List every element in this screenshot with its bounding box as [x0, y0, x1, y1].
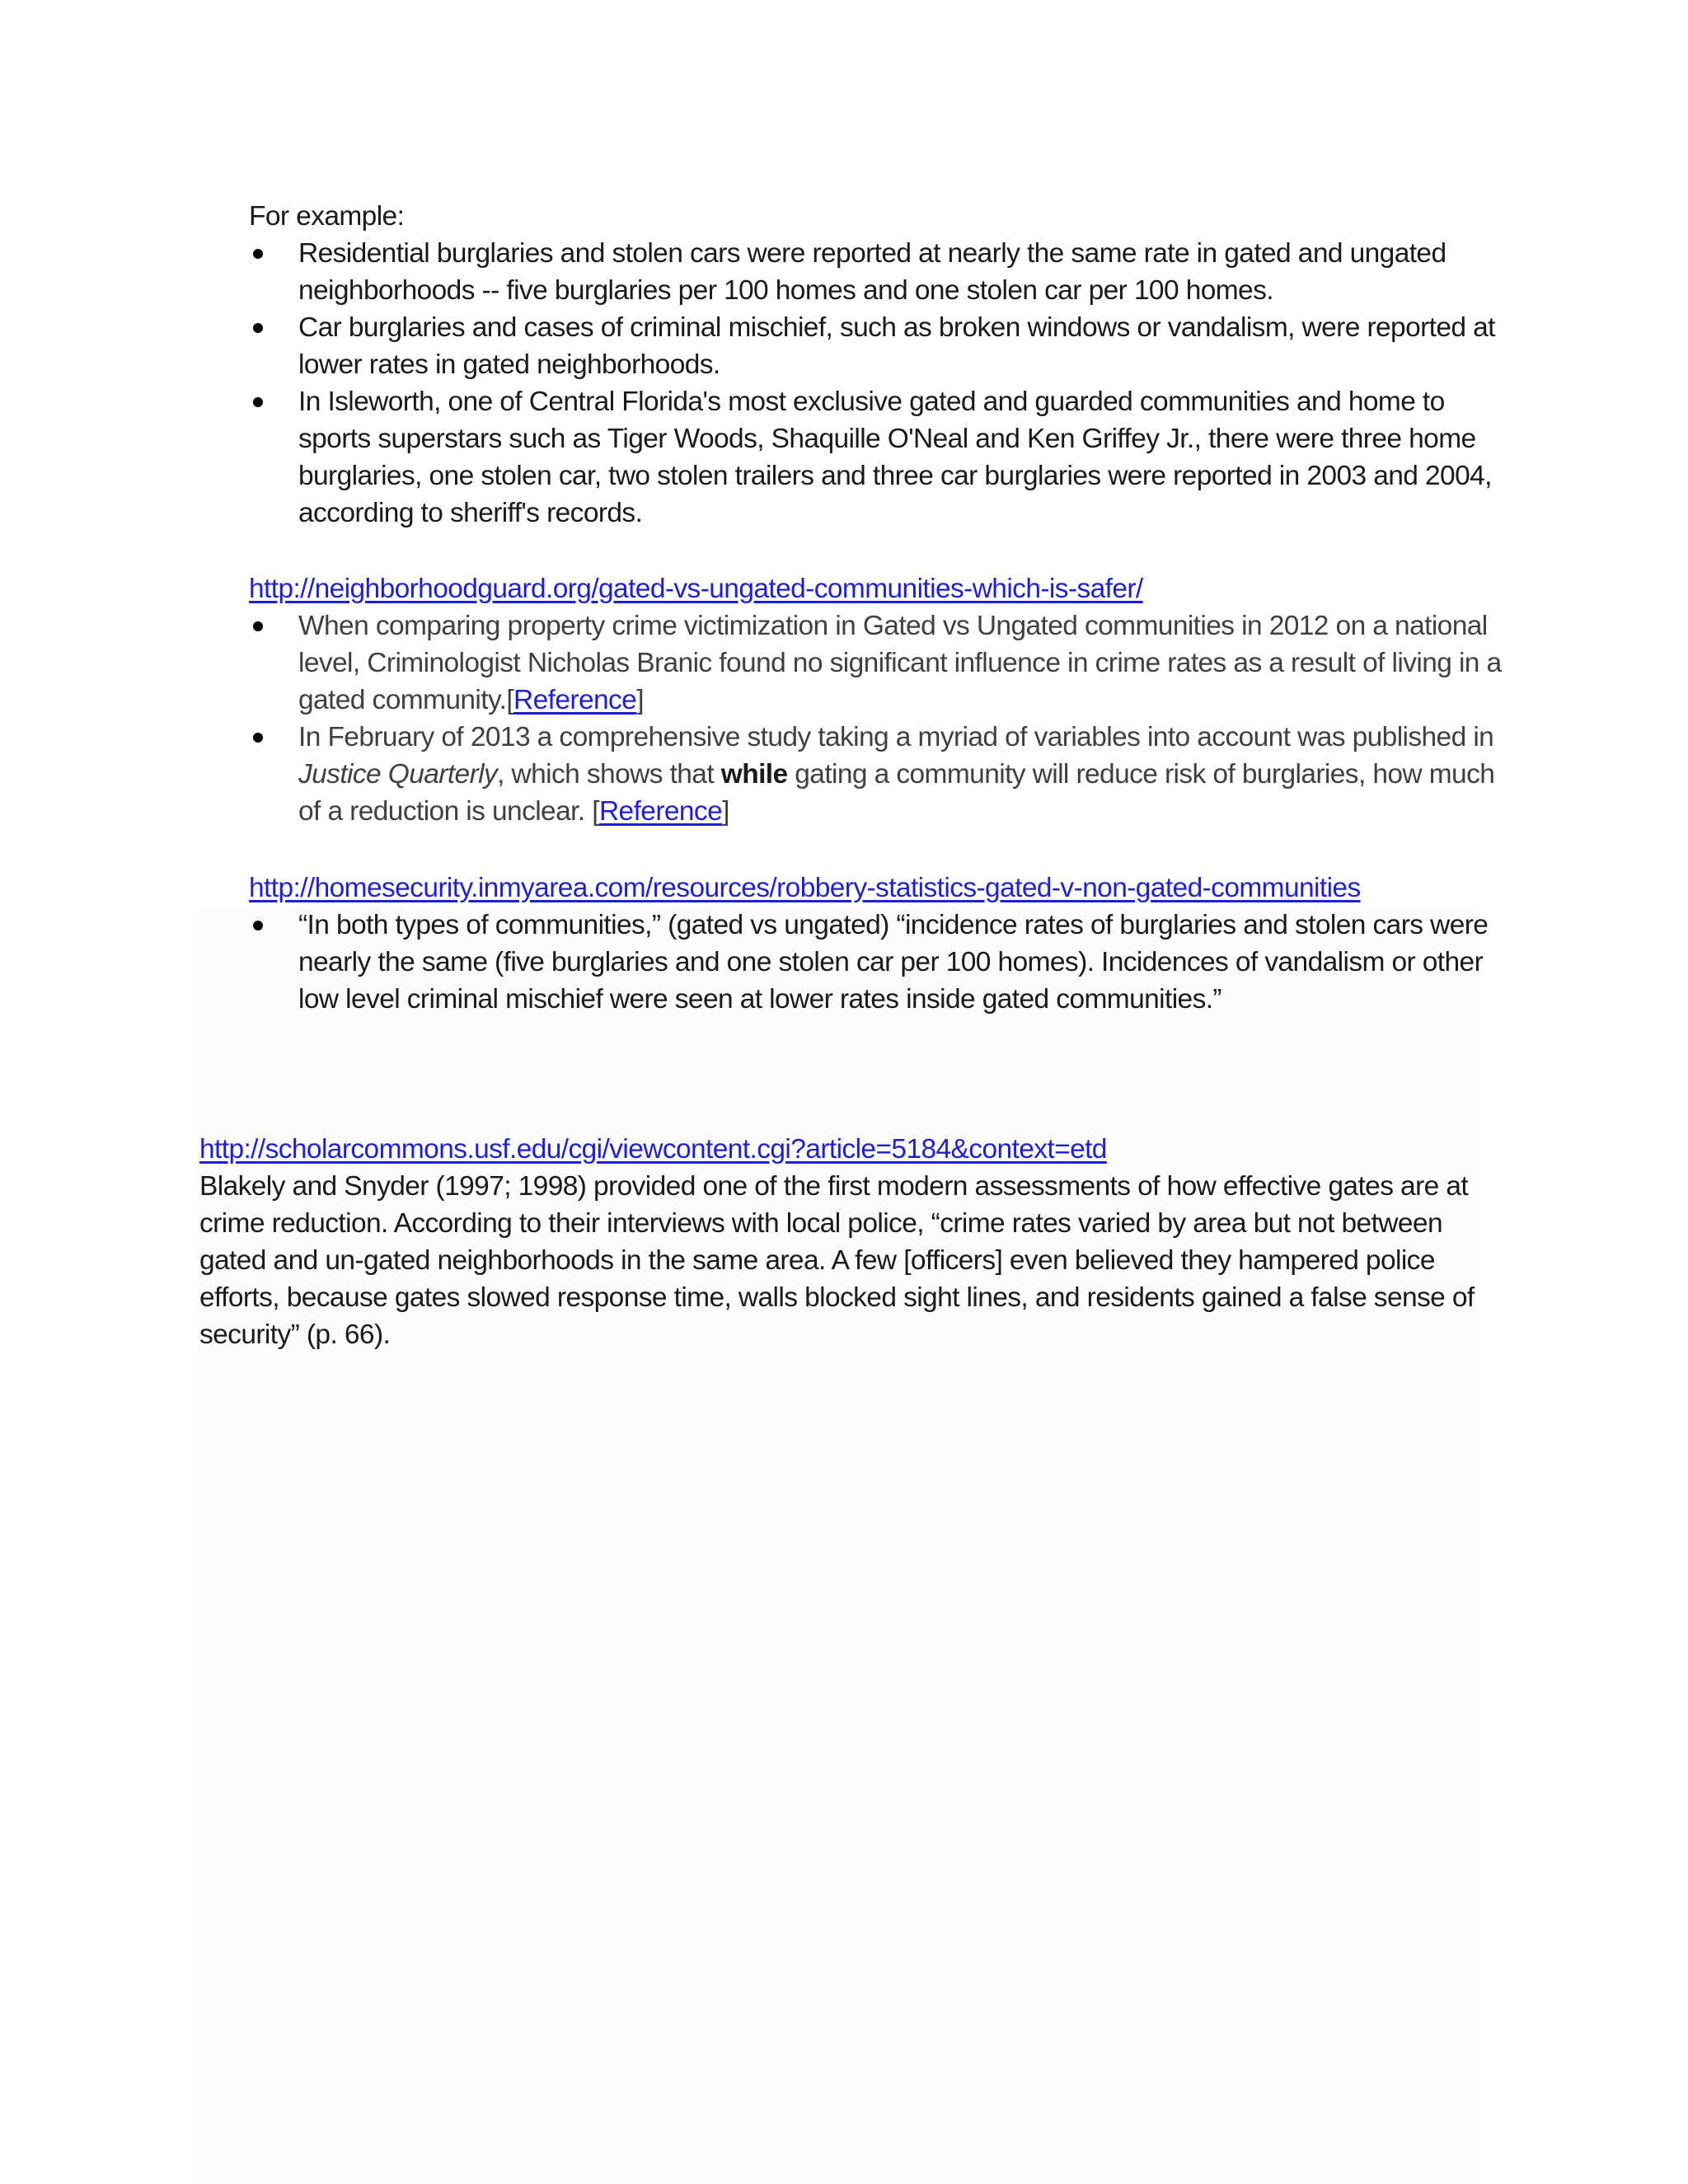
emphasis-text: while	[720, 759, 788, 790]
scholarcommons-section	[199, 1131, 1502, 1353]
bullet-icon	[253, 249, 263, 259]
homesecurity-link[interactable]: http://homesecurity.inmyarea.com/resources/robbery-statistics-gated-v-non-gated-communities	[249, 873, 1361, 903]
list-item	[249, 309, 1502, 383]
bullet-text: Residential burglaries and stolen cars were reported at nearly the same rate in gated and ungated neighborhoods -- five burglaries per 100 homes and one stolen car per 100 homes.	[298, 238, 1447, 306]
quote-paragraph: Blakely and Snyder (1997; 1998) provided one of the first modern assessments of how effective gates are at crime reduction. According to their interviews with local police, “crime rates varied by area but not between gated and un-gated neighborhoods in the same area. A few [officers] even believed they hampered police efforts, because gates slowed response time, walls blocked sight lines, and residents gained a false sense of security” (p. 66).	[199, 1171, 1475, 1350]
bracket-text: ]	[722, 796, 729, 827]
bullet-icon	[253, 921, 263, 930]
example-bullet-list	[249, 235, 1502, 532]
bullet-icon	[253, 733, 263, 743]
list-item	[249, 607, 1502, 719]
neighborhoodguard-section	[249, 570, 1502, 830]
intro-text: For example:	[249, 201, 405, 232]
bullet-text: “In both types of communities,” (gated vs ungated) “incidence rates of burglaries and stolen cars were nearly the same (five burglaries and one stolen car per 100 homes). Incidences of vandalism or other low level criminal mischief were seen at lower rates inside gated communities.”	[298, 910, 1489, 1015]
homesecurity-bullet-list	[249, 907, 1502, 1018]
list-item	[249, 719, 1502, 830]
page-shading	[198, 907, 1475, 2184]
list-item	[249, 383, 1502, 532]
bracket-text: ]	[636, 685, 644, 715]
example-section	[249, 198, 1502, 532]
bullet-text: gating a community will reduce risk of burglaries, how much of a reduction is unclear. [	[298, 759, 1495, 827]
bullet-text: Car burglaries and cases of criminal mischief, such as broken windows or vandalism, were reported at lower rates in gated neighborhoods.	[298, 312, 1495, 380]
bullet-icon	[253, 621, 263, 631]
reference-link[interactable]: Reference	[598, 796, 723, 827]
bullet-text: When comparing property crime victimization in Gated vs Ungated communities in 2012 on a national level, Criminologist Nicholas Branic found no significant influence in crime rates as a result of living in a gated community.[	[298, 611, 1502, 715]
journal-title: Justice Quarterly	[298, 759, 498, 790]
bullet-text: , which shows that	[497, 759, 721, 790]
bullet-icon	[253, 397, 263, 407]
neighborhoodguard-link[interactable]: http://neighborhoodguard.org/gated-vs-ungated-communities-which-is-safer/	[249, 574, 1143, 604]
bullet-text: In Isleworth, one of Central Florida's most exclusive gated and guarded communities and home to sports superstars such as Tiger Woods, Shaquille O'Neal and Ken Griffey Jr., there were three home burglaries, one stolen car, two stolen trailers and three car burglaries were reported in 2003 and 2004, according to sheriff's records.	[298, 387, 1492, 528]
bullet-icon	[253, 323, 263, 333]
homesecurity-section	[249, 869, 1502, 1018]
list-item	[249, 235, 1502, 309]
neighborhoodguard-bullet-list	[249, 607, 1502, 830]
bullet-text: In February of 2013 a comprehensive study taking a myriad of variables into account was published in	[298, 722, 1494, 752]
reference-link[interactable]: Reference	[513, 685, 637, 715]
scholarcommons-link[interactable]: http://scholarcommons.usf.edu/cgi/viewcontent.cgi?article=5184&context=etd	[199, 1134, 1107, 1165]
list-item	[249, 907, 1502, 1018]
